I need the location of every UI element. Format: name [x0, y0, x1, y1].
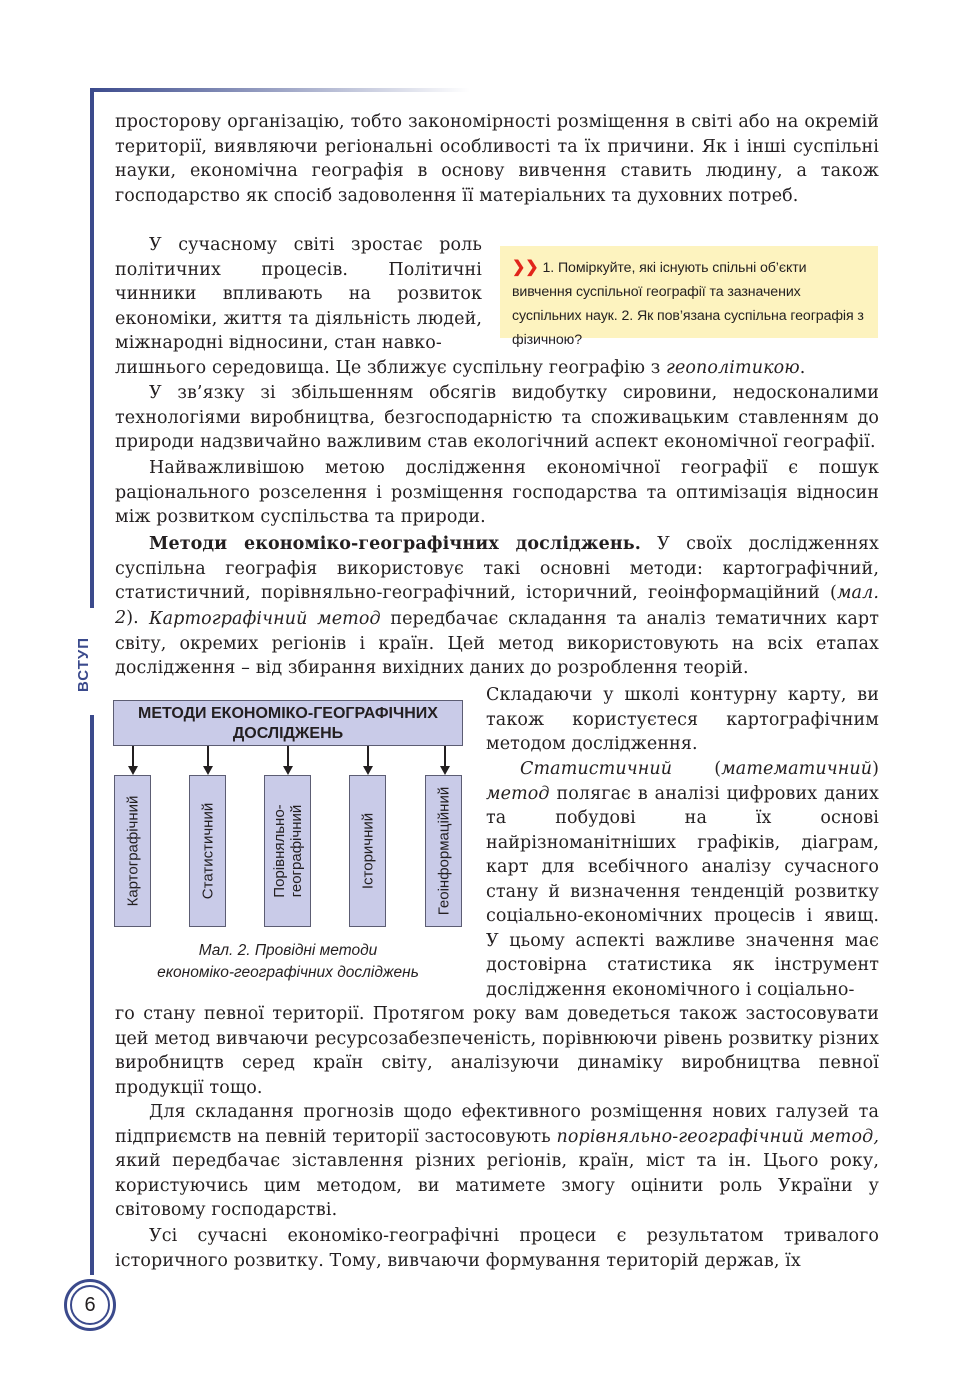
- paragraph-text: У сучасному світі зростає роль політичних процесів. Політичні чинники впливають на розвиток економіки, життя та діяльність людей, міжнародні відносини, стан навко-: [115, 235, 482, 353]
- paragraph-3: [115, 381, 879, 455]
- section-label: ВСТУП: [75, 637, 92, 693]
- term-cartographic-method: Картографічний метод: [149, 609, 381, 629]
- method-label: Історичний: [359, 812, 376, 890]
- text: полягає в аналізі цифрових даних та побудові на їх основі найрізноманітніших графіків, діаграм, карт для всебічного аналізу сучасного стану й визначення тенденцій розвитку соціально-економічних процесів і явищ. У цьому аспекті важливе значення має достовірна статистика як інструмент дослідження економічного і соціально-: [486, 783, 879, 1000]
- paragraph-text: Найважливішою метою дослідження економічної географії є пошук раціонального розселення і розміщення господарства та оптимізація відносин між розвитком суспільства та природи.: [115, 458, 879, 527]
- text: .: [799, 358, 806, 378]
- text: який передбачає зіставлення різних регіонів, країн, міст та ін. Цього року, користуючись цим методом, ви матимете змогу оцінити роль України у світовому господарстві.: [115, 1151, 879, 1220]
- term-statistical: Статистичний: [520, 759, 673, 779]
- method-label: Картографічний: [124, 795, 141, 907]
- method-label: Статистичний: [199, 802, 216, 900]
- paragraph-1: [115, 110, 879, 208]
- page-left-rule: [90, 88, 94, 608]
- text: Для складання прогнозів щодо ефективного розміщення нових галузей та підприємств на певній території застосовують: [115, 1102, 879, 1147]
- caption-line: Мал. 2. Провідні методи: [198, 942, 378, 959]
- text: ): [872, 759, 879, 779]
- arrow-down-icon: [444, 746, 446, 768]
- arrow-down-icon: [367, 746, 369, 768]
- method-box-statistical: [189, 775, 226, 927]
- term-method: метод: [486, 783, 550, 804]
- arrow-down-icon: [207, 746, 209, 768]
- figure-caption: [113, 940, 463, 984]
- text: лишнього середовища. Це зближує суспільну географію з: [115, 358, 667, 378]
- paragraph-6: [115, 607, 879, 681]
- question-callout: [500, 246, 878, 348]
- paragraph-2-continued: [115, 356, 879, 381]
- method-label: Порівняльно-географічний: [270, 804, 305, 898]
- double-chevron-icon: ❯❯: [512, 259, 539, 276]
- paragraph-8: [115, 1100, 879, 1223]
- page-number: 6: [70, 1285, 110, 1325]
- paragraph-7: [486, 757, 879, 1002]
- method-box-geoinformation: [425, 775, 462, 927]
- question-1: 1. Поміркуйте, які існують спільні об’єкти вивчення суспільної географії та зазначених суспільних наук.: [512, 260, 807, 324]
- question-2: 2. Як пов’язана суспільна географія з фізичною?: [512, 308, 864, 348]
- page-top-rule: [90, 88, 470, 92]
- paragraph-text: У зв’язку зі збільшенням обсягів видобутку сировини, недосконалими технологіями виробництва, безгосподарністю та споживацьким ставленням до природи надзвичайно важливим став екологічний аспект економічної географії.: [115, 383, 879, 452]
- paragraph-9: [115, 1224, 879, 1273]
- arrow-down-icon: [132, 746, 134, 768]
- arrow-down-icon: [287, 746, 289, 768]
- method-box-comparative: [264, 775, 311, 927]
- term-comparative-method: порівняльно-географічний метод,: [556, 1126, 879, 1147]
- paragraph-text: Усі сучасні економіко-географічні процеси є результатом тривалого історичного розвитку. Тому, вивчаючи формування територій держав, їх: [115, 1226, 879, 1271]
- paragraph-text: го стану певної території. Протягом року вам доведеться також застосовувати цей метод вивчаючи ресурсозабезпеченість, порівнюючи рівень розвитку різних виробництв серед країн світу, аналізуючи динаміку виробництва певної продукції тощо.: [115, 1004, 879, 1098]
- caption-line: економіко-географічних досліджень: [157, 964, 419, 981]
- paragraph-7-continued: [115, 1002, 879, 1100]
- paragraph-text: просторову організацію, тобто закономірності розміщення в світі або на окремій території, виявляючи регіональні особливості та їх причини. Як і інші суспільні науки, економічна географія в основу вивчення ставить людину, а також господарство як спосіб задоволення її матеріальних та духовних потреб.: [115, 112, 879, 206]
- paragraph-4: [115, 456, 879, 530]
- text: (: [672, 759, 722, 779]
- page-left-rule-lower: [90, 715, 94, 1275]
- method-box-historical: [349, 775, 386, 927]
- text: передбачає складання та аналіз тематичних карт світу, окремих регіонів і країн. Цей метод використовують на всіх етапах дослідження – від збирання вихідних даних до розроблення теорій.: [115, 609, 879, 678]
- paragraph-6-right: [486, 683, 879, 757]
- figure-reference: мал. 2: [115, 583, 879, 628]
- term-mathematical: математичний: [721, 759, 873, 779]
- method-box-cartographic: [114, 775, 151, 927]
- text: У своїх дослідженнях суспільна географія використовує такі основні методи: картографічний, статистичний, порівняльно-географічний, історичний, геоінформаційний (: [115, 534, 879, 603]
- paragraph-text: Складаючи у школі контурну карту, ви також користуєтеся картографічним методом дослідження.: [486, 685, 879, 754]
- section-heading: Методи економіко-географічних досліджень.: [149, 534, 641, 554]
- paragraph-2: [115, 233, 482, 356]
- diagram-title: МЕТОДИ ЕКОНОМІКО-ГЕОГРАФІЧНИХ ДОСЛІДЖЕНЬ: [113, 700, 463, 746]
- text: ).: [126, 607, 139, 628]
- term-geopolitics: геополітикою: [666, 358, 800, 378]
- method-label: Геоінформаційний: [435, 786, 452, 916]
